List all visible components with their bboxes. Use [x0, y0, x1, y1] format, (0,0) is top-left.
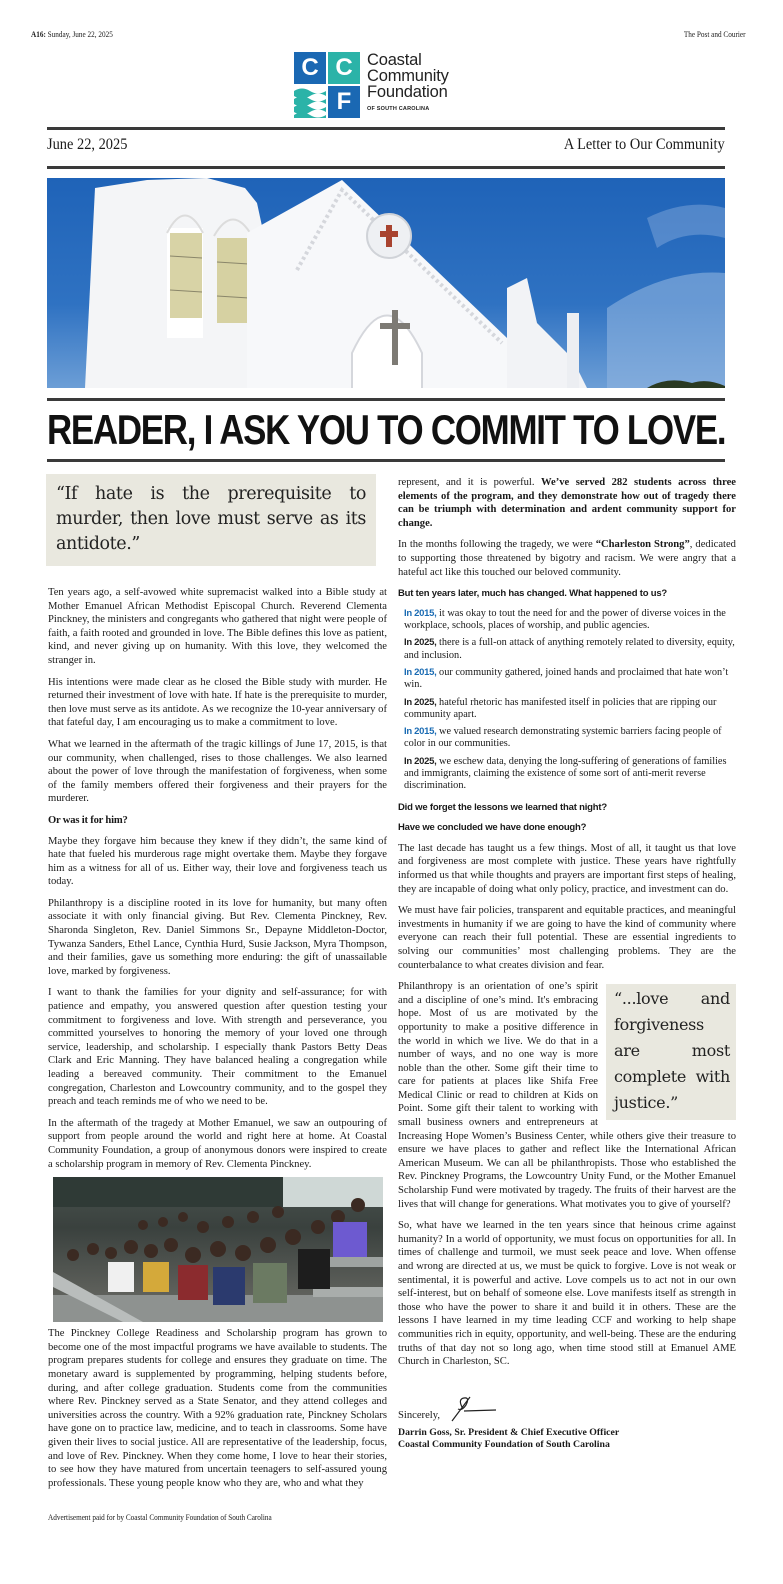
logo-tile-f: F: [328, 86, 360, 118]
folio-date: Sunday, June 22, 2025: [47, 29, 113, 39]
paragraph: What we learned in the aftermath of the tragic killings of June 17, 2015, is that our community, when challenged, rises to those challenges. We also learned about the power of love through the manifestation of forgiveness, when some of the family members offered their forgiveness and their prayers for the murderer.: [48, 738, 387, 805]
comparison-item: [404, 637, 736, 662]
comparison-item: [404, 697, 736, 722]
comparison-text: we valued research demonstrating systemic barriers facing people of color in our communities.: [404, 726, 722, 750]
paragraph: Ten years ago, a self-avowed white supremacist walked into a Bible study at Mother Emanuel African Methodist Episcopal Church. Reverend Clementa Pinckney, the ministers and congregants who gathered that night were people of faith, a faith rooted and grounded in love. The Bible defines this love as patient, kind, and never giving up on humanity. With this love, they welcomed the stranger in.: [48, 587, 387, 666]
text: In the months following the tragedy, we were: [398, 539, 593, 551]
publication-name: The Post and Courier: [683, 29, 745, 39]
paragraph-philanthropy: [398, 980, 736, 1211]
year-label-2015: In 2015,: [404, 726, 437, 738]
logo-wordmark: [367, 52, 449, 118]
signoff: [398, 1393, 736, 1452]
signer-name-title: Darrin Goss, Sr. President & Chief Executive Officer: [398, 1426, 620, 1438]
year-label-2025: In 2025,: [404, 637, 437, 649]
subhead-what-happened: But ten years later, much has changed. What happened to us?: [398, 588, 668, 600]
right-column: [398, 476, 736, 1452]
text: , dedicated to supporting those threatened by bigotry and racism. We were angry that a hateful act like this touched our beloved community.: [398, 539, 736, 578]
comparison-text: hateful rhetoric has manifested itself in policies that are ripping our community apart.: [404, 696, 717, 720]
signature-icon: [448, 1393, 498, 1423]
signer-organization: Coastal Community Foundation of South Carolina: [398, 1439, 610, 1451]
year-label-2015: In 2015,: [404, 666, 437, 678]
comparison-item: [404, 756, 736, 793]
dateline: [47, 136, 725, 154]
folio-page-date: [31, 29, 113, 39]
year-label-2025: In 2025,: [404, 755, 437, 767]
ccf-logo: [294, 52, 474, 118]
paragraph-pinckney-program: The Pinckney College Readiness and Scholarship program has grown to become one of the most impactful programs we have available to students. The program prepares students for college and ensures they graduate on time. The monetary award is supplemented by programming, helping students before, during, and after college graduation. Students come from the communities where Rev. Pinckney served as a State Senator, and they attend colleges and universities across the country. With a 92% graduation rate, Pinckney Scholars have gone on to practice law, medicine, and to teach in classrooms. Some have given their lives to social justice. All are representative of the leadership, focus, and love of Rev. Pinckney. When they come home, I love to hear their stories, to see how they have matured from uncertain teenagers to self-assured young professionals. These young people know who they are, who and what they: [48, 1328, 387, 1489]
logo-tile-c2: C: [328, 52, 360, 84]
logo-mark: [294, 52, 360, 118]
top-rule: [47, 127, 725, 130]
scholars-group-photo: [53, 1177, 383, 1322]
year-label-2015: In 2015,: [404, 607, 437, 619]
text: Philanthropy is an orientation of one’s spirit and a discipline of one’s mind. It's embracing hope. Most of us are motivated by the opportunity to make a positive difference in the world in which we live. We do that in a number of ways, and no one way is more noble than the other. Some gift their time to care for patients at places like Shifa Free Medical Clinic or read to children at Kids on Point. Some gift their talent to working with small business owners and entrepreneurs at Increasing Hope Women’s Business Center, while others give their treasure to ensure we have places to gather and reflect like the International African American Museum. We can all be philanthropists. Those who established the Rev. Pinckney Programs, the Lowcountry Unity Fund, or the Mother Emanuel Scholarship Fund were motivated by tragedy. The fruits of their harvest are the lives that will change for generations. What motivates you to give of yourself?: [398, 981, 736, 1210]
paragraph: In the aftermath of the tragedy at Mother Emanuel, we saw an outpouring of support from people around the world and right here at home. At Coastal Community Foundation, a group of anonymous donors were inspired to create a scholarship program in memory of Rev. Clementa Pinckney.: [48, 1117, 387, 1170]
paragraph: I want to thank the families for your dignity and self-assurance; for with patience and empathy, you answered question after question testing your commitment to forgiveness and love. With strength and perseverance, you committed yourselves to honoring the memory of your loved one through service, leadership, and scholarship. I especially thank Pastors Betty Deas Clark and Eric Manning. They have balanced healing a congregation while leading a bereaved community. Their commitment to the Emanuel congregation, Charleston and Lowcountry community, and to the gospel they preach and teach reminds me of who we need to be.: [48, 987, 387, 1108]
comparison-item: [404, 608, 736, 633]
paragraph: Maybe they forgave him because they knew if they didn’t, the same kind of hate that fueled his murderous rage might overtake them. Maybe they forgave him as a witness for all of us. Either way, their love and forgiveness teach us today.: [48, 835, 387, 888]
text: represent, and it is powerful.: [398, 477, 535, 488]
dateline-rule: [47, 166, 725, 169]
comparison-text: we eschew data, denying the long-suffering of generations of families and immigrants, claiming the existence of some sort of anti-merit reverse discrimination.: [404, 755, 727, 792]
logo-line-2: Community: [367, 67, 449, 85]
comparison-text: our community gathered, joined hands and proclaimed that hate won’t win.: [404, 666, 729, 691]
logo-subline: OF SOUTH CAROLINA: [367, 106, 430, 112]
paragraph: Philanthropy is a discipline rooted in its love for humanity, but many often associate it with only financial giving. But Rev. Clementa Pinckney, Rev. Sharonda Singleton, Rev. Daniel Simmons Sr., Depayne Middleton-Doctor, Tywanza Sanders, Ethel Lance, Cynthia Hurd, Susie Jackson, Myra Thompson, and their families, gave us something more enduring: the gift of unassailable love, marked by forgiveness.: [48, 897, 387, 977]
paragraph: The last decade has taught us a few things. Most of all, it taught us that love and forgiveness are most complete with justice. These years have rightfully informed us that while thoughts and prayers are important first steps of healing, they are incapable of doing what only policy, practice, and investment can do.: [398, 842, 736, 895]
bold-text-282-students: We’ve served 282 students across three elements of the program, and they demonstrate how out of tragedy there can be triumph with determination and ardent community support for change.: [398, 477, 736, 529]
waves-icon: [294, 86, 326, 118]
hero-church-photo: [47, 178, 725, 388]
headline-bottom-rule: [47, 459, 725, 462]
advertisement-disclaimer: Advertisement paid for by Coastal Community Foundation of South Carolina: [48, 1512, 272, 1522]
paragraph: His intentions were made clear as he closed the Bible study with murder. He returned their investment of love with hate. If hate is the prerequisite to murder, then love must serve as its antidote. As we recognize the 10-year anniversary of that fateful day, I am encouraging us to make a commitment to love.: [48, 676, 387, 729]
logo-line-3: Foundation: [367, 83, 448, 101]
subhead-or-was-it-for-him: Or was it for him?: [48, 814, 128, 826]
left-column: [48, 474, 387, 1498]
pull-quote-love-justice: “...love and forgiveness are most complete with justice.”: [606, 984, 736, 1120]
salutation-row: [398, 1393, 736, 1423]
comparison-item: [404, 726, 736, 751]
paragraph: We must have fair policies, transparent and equitable practices, and meaningful investments in humanity if we are going to have the kind of community where everyone can reach their full potential. These are essential ingredients to solving our communities’ most challenging problems. They are the counterbalance to what creates division and fear.: [398, 905, 736, 971]
headline: READER, I ASK YOU TO COMMIT TO LOVE.: [47, 406, 726, 453]
paragraph-continued: [398, 476, 736, 530]
subhead-forget-lessons: Did we forget the lessons we learned that night?: [398, 801, 607, 813]
bold-text-charleston-strong: “Charleston Strong”: [595, 539, 690, 551]
salutation: Sincerely,: [398, 1410, 440, 1422]
letter-title: A Letter to Our Community: [564, 136, 725, 153]
comparison-item: [404, 667, 736, 692]
paragraph-closing: So, what have we learned in the ten years since that heinous crime against humanity? In a world of opportunity, we must focus on opportunities for all. In times of challenge and turmoil, we must seek peace and love. When offense and wrong are directed at us, we must be quick to forgive. Love is not weak or sentimental, it is powerful and active. Love compels us to act not in our own self-interest, but on behalf of someone else. Love manifests itself as strength in those who have the power to share it and build it in others. These are the lessons I have learned in my time leading CCF and working to help shape communities rich in equity, opportunity, and well-being. These are the enduring truths of that day not so long ago, when time stood still at Emanuel AME Church in Charleston, SC.: [398, 1220, 736, 1368]
comparison-text: it was okay to tout the need for and the power of diverse voices in the workplace, schools, places of worship, and public agencies.: [404, 607, 726, 632]
year-comparison-list: [398, 608, 736, 793]
pull-quote-hate-love: “If hate is the prerequisite to murder, then love must serve as its antidote.”: [46, 474, 376, 566]
logo-tile-c1: C: [294, 52, 326, 84]
comparison-text: there is a full-on attack of anything remotely related to diversity, equity, and inclusion.: [404, 637, 735, 661]
headline-top-rule: [47, 398, 725, 401]
year-label-2025: In 2025,: [404, 696, 437, 708]
folio-page-number: A16:: [31, 29, 46, 39]
letter-date: June 22, 2025: [47, 136, 128, 153]
subhead-done-enough: Have we concluded we have done enough?: [398, 822, 587, 834]
logo-line-1: Coastal: [367, 51, 422, 69]
paragraph-charleston-strong: [398, 538, 736, 579]
